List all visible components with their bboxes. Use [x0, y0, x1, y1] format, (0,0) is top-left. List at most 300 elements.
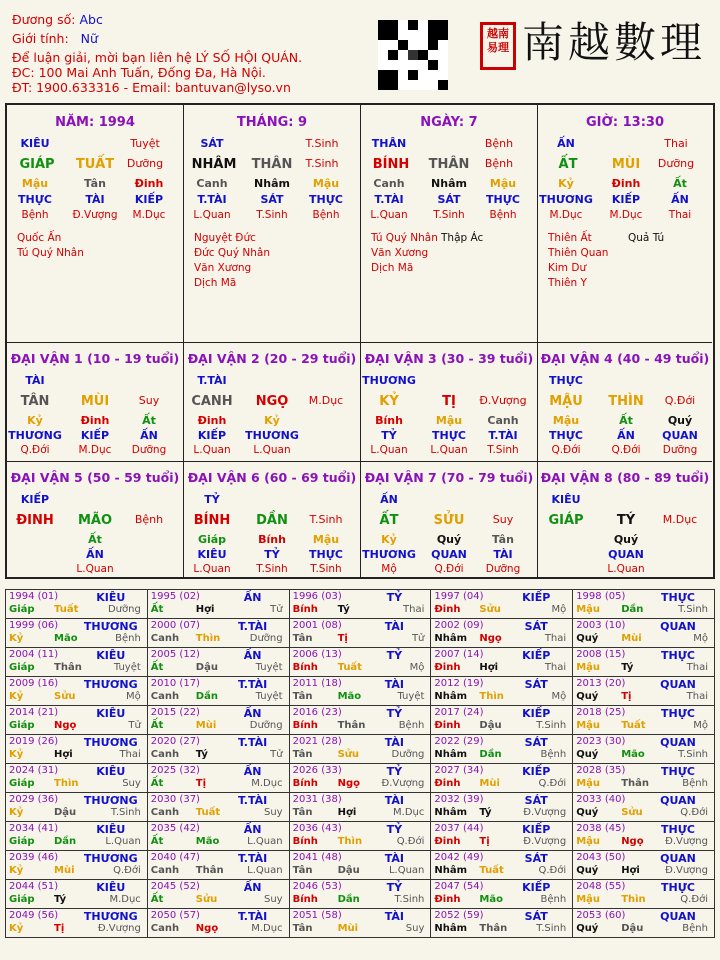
year-stem: Mậu [576, 604, 601, 615]
hidden-ten-god: KIẾP [134, 193, 164, 206]
year-row [6, 648, 715, 677]
luck-hidden-god: QUAN [431, 548, 467, 561]
year-stage: Suy [263, 894, 283, 905]
year-branch: Sửu [621, 807, 643, 818]
year-ten-god: KIẾP [522, 591, 551, 604]
year-stem: Tân [292, 633, 313, 644]
pillar-stage: T.Sinh [305, 137, 339, 150]
star-item: Văn Xương [371, 247, 429, 259]
year-label: 2006 (13) [292, 649, 342, 660]
year-branch: Dần [479, 749, 502, 760]
luck-hidden-stage: Q.Đới [434, 563, 464, 575]
year-stem: Kỷ [9, 691, 24, 702]
hidden-ten-god: THỰC [486, 193, 520, 206]
year-ten-god: SÁT [524, 736, 548, 749]
year-row [6, 735, 715, 764]
pillar-branch: THÂN [428, 157, 470, 172]
year-branch: Tý [337, 604, 350, 615]
luck-title: ĐẠI VẬN 3 (30 - 39 tuổi) [364, 351, 534, 366]
year-label: 2010 (17) [150, 678, 200, 689]
hidden-stem: Đinh [134, 177, 164, 190]
hidden-ten-god: TÀI [85, 193, 105, 206]
year-cell [431, 648, 573, 677]
year-label: 1999 (06) [9, 620, 59, 631]
year-label: 2015 (22) [150, 707, 200, 718]
year-cell [289, 851, 431, 880]
year-ten-god: T.TÀI [237, 620, 268, 633]
year-stage: L.Quan [388, 865, 425, 876]
year-label: 2053 (60) [576, 910, 626, 921]
star-item: Thiên Ất [548, 232, 592, 244]
luck-hidden-stage: Dưỡng [131, 444, 167, 456]
year-branch: Dần [621, 604, 644, 615]
hidden-stage: M.Dục [132, 209, 166, 221]
gender-line: Giới tính: Nữ [12, 31, 98, 46]
year-label: 2038 (45) [576, 823, 626, 834]
year-label: 2020 (27) [150, 736, 200, 747]
luck-hidden-stem: Ất [88, 533, 102, 546]
pillar-stage: Tuyệt [130, 137, 160, 150]
luck-title: ĐẠI VẬN 6 (60 - 69 tuổi) [187, 470, 357, 485]
year-label: 2049 (56) [9, 910, 59, 921]
hidden-stage: Bệnh [489, 209, 517, 221]
year-stem: Bính [292, 836, 318, 847]
year-stem: Canh [150, 633, 180, 644]
pillar-ten-god: KIÊU [20, 137, 50, 150]
year-ten-god: TÀI [384, 620, 405, 633]
year-branch: Dần [54, 836, 77, 847]
year-stem: Đinh [434, 662, 461, 673]
year-ten-god: SÁT [524, 794, 548, 807]
luck-cell [361, 343, 538, 462]
luck-cell [7, 343, 184, 462]
year-branch: Sửu [337, 749, 360, 760]
year-stage: Đ.Vượng [381, 778, 425, 789]
stars-list [548, 231, 608, 291]
year-branch: Dậu [54, 807, 77, 818]
luck-hidden-stage: L.Quan [193, 444, 231, 456]
year-stage: Mộ [409, 662, 425, 673]
year-cell [431, 822, 573, 851]
year-row [6, 590, 715, 619]
luck-branch: THÌN [608, 394, 644, 409]
year-stage: Bệnh [115, 633, 141, 644]
year-cell [573, 851, 715, 880]
luck-hidden-god: THỰC [309, 548, 343, 561]
year-stem: Nhâm [434, 633, 468, 644]
year-stage: Tử [128, 720, 141, 731]
year-label: 2002 (09) [434, 620, 484, 631]
year-stage: Q.Đới [538, 865, 567, 876]
stars-list [371, 231, 438, 276]
year-ten-god: THƯƠNG [83, 852, 138, 865]
luck-hidden-god: TỶ [264, 548, 280, 561]
year-stage: L.Quan [105, 836, 141, 847]
year-stage: Q.Đới [396, 836, 425, 847]
year-cell [431, 880, 573, 909]
year-stage: Dưỡng [107, 604, 141, 615]
luck-hidden-god: ẤN [86, 548, 104, 561]
year-ten-god: SÁT [524, 910, 548, 923]
year-label: 2025 (32) [150, 765, 200, 776]
luck-hidden-stage: L.Quan [253, 444, 291, 456]
luck-hidden-stage: Dưỡng [662, 444, 698, 456]
year-label: 2039 (46) [9, 852, 59, 863]
year-ten-god: TÀI [384, 736, 405, 749]
stars-list-2 [628, 231, 664, 246]
year-row [6, 909, 715, 938]
pillar-stem: BÍNH [372, 157, 410, 172]
luck-hidden-stage: Q.Đới [551, 444, 581, 456]
luck-hidden-stem: Mậu [552, 414, 580, 427]
year-stage: T.Sinh [394, 894, 425, 905]
year-cell [431, 851, 573, 880]
year-stage: Đ.Vượng [523, 836, 567, 847]
year-ten-god: TỶ [386, 765, 403, 778]
year-label: 2012 (19) [434, 678, 484, 689]
luck-hidden-stage: Dưỡng [485, 563, 521, 575]
hidden-ten-god: T.TÀI [374, 193, 404, 206]
year-branch: Tị [195, 778, 207, 789]
year-ten-god: THỰC [661, 881, 695, 894]
year-ten-god: SÁT [524, 620, 548, 633]
year-stem: Mậu [576, 836, 601, 847]
year-label: 2030 (37) [150, 794, 200, 805]
year-cell [289, 909, 431, 938]
hidden-ten-god: SÁT [437, 193, 461, 206]
luck-title: ĐẠI VẬN 1 (10 - 19 tuổi) [10, 351, 180, 366]
year-stem: Quý [576, 807, 599, 818]
year-ten-god: T.TÀI [237, 910, 268, 923]
star-item: Nguyệt Đức [194, 232, 256, 244]
year-label: 1997 (04) [434, 591, 484, 602]
year-cell [147, 851, 289, 880]
year-stem: Canh [150, 691, 180, 702]
year-stage: Mộ [551, 691, 567, 702]
year-cell [289, 677, 431, 706]
year-stem: Ất [150, 778, 164, 789]
year-stage: Q.Đới [538, 778, 567, 789]
hidden-stage: M.Dục [609, 209, 643, 221]
year-ten-god: QUAN [660, 910, 696, 923]
year-label: 2048 (55) [576, 881, 626, 892]
hidden-stage: M.Dục [549, 209, 583, 221]
year-ten-god: TÀI [384, 910, 405, 923]
year-ten-god: QUAN [660, 620, 696, 633]
year-stage: Tuyệt [113, 662, 141, 673]
year-stage: Đ.Vượng [665, 836, 708, 847]
luck-stage: Suy [138, 394, 160, 407]
year-ten-god: T.TÀI [237, 736, 268, 749]
year-row [6, 706, 715, 735]
hidden-stem: Canh [373, 177, 405, 190]
pillar-stem: GIÁP [19, 157, 55, 172]
hidden-ten-god: ẤN [671, 193, 689, 206]
year-branch: Tý [621, 662, 634, 673]
year-branch: Tý [479, 807, 492, 818]
year-stem: Đinh [434, 604, 461, 615]
year-stem: Đinh [434, 720, 461, 731]
year-stage: Thai [403, 604, 425, 615]
year-branch: Thìn [195, 633, 221, 644]
year-ten-god: ẤN [243, 823, 262, 836]
year-branch: Mùi [479, 778, 500, 789]
year-cell [289, 880, 431, 909]
luck-hidden-god: QUAN [608, 548, 644, 561]
year-ten-god: TÀI [384, 852, 405, 865]
luck-stem: GIÁP [548, 513, 584, 528]
year-stem: Kỷ [9, 749, 24, 760]
year-stage: Thai [544, 662, 567, 673]
year-label: 2001 (08) [292, 620, 342, 631]
year-ten-god: KIÊU [96, 765, 126, 778]
year-branch: Tị [479, 836, 490, 847]
year-stage: Thai [686, 662, 708, 673]
year-branch: Tuất [479, 865, 504, 876]
year-stage: M.Dục [251, 923, 283, 934]
luck-stage: Bệnh [134, 513, 164, 526]
luck-hidden-god: QUAN [662, 429, 698, 442]
hidden-stem: Tân [84, 177, 106, 190]
luck-hidden-stage: L.Quan [430, 444, 468, 456]
year-row [6, 677, 715, 706]
year-cell [6, 590, 148, 619]
year-label: 2013 (20) [576, 678, 626, 689]
luck-hidden-god: THỰC [432, 429, 466, 442]
year-ten-god: QUAN [660, 736, 696, 749]
luck-hidden-god: ẤN [617, 429, 635, 442]
year-cell [573, 822, 715, 851]
year-ten-god: TÀI [384, 678, 405, 691]
star-item: Quốc Ấn [17, 232, 62, 244]
year-stage: Mộ [551, 604, 567, 615]
pillar-title: GIỜ: 13:30 [586, 115, 664, 130]
year-label: 2032 (39) [434, 794, 484, 805]
luck-hidden-god: THỰC [549, 429, 583, 442]
luck-cell [184, 462, 361, 577]
luck-title: ĐẠI VẬN 2 (20 - 29 tuổi) [187, 351, 357, 366]
year-cell [6, 822, 148, 851]
pillar-title: NĂM: 1994 [55, 115, 135, 130]
year-stage: Bệnh [398, 720, 425, 731]
year-branch: Hợi [54, 749, 73, 760]
year-ten-god: T.TÀI [237, 678, 268, 691]
luck-branch: MÙI [80, 394, 110, 409]
year-branch: Sửu [195, 894, 218, 905]
luck-title: ĐẠI VẬN 8 (80 - 89 tuổi) [540, 470, 710, 485]
year-label: 2008 (15) [576, 649, 626, 660]
year-stem: Mậu [576, 662, 601, 673]
yearly-table [5, 589, 715, 938]
year-branch: Tý [195, 749, 208, 760]
star-item: Thiên Y [548, 277, 587, 289]
year-ten-god: TỶ [386, 823, 403, 836]
year-stem: Nhâm [434, 749, 468, 760]
luck-hidden-god: T.TÀI [488, 429, 518, 442]
pillar-branch: THÂN [251, 157, 293, 172]
year-ten-god: KIÊU [96, 881, 126, 894]
year-stem: Bính [292, 894, 318, 905]
year-stem: Tân [292, 691, 313, 702]
luck-stage: Q.Đới [664, 394, 696, 407]
luck-hidden-stage: Q.Đới [611, 444, 641, 456]
year-stem: Giáp [9, 604, 35, 615]
year-branch: Thìn [479, 691, 504, 702]
hidden-stem: Đinh [611, 177, 641, 190]
luck-hidden-stem: Kỷ [381, 533, 397, 546]
luck-ten-god: TÀI [25, 374, 45, 387]
year-stem: Ất [150, 662, 164, 673]
year-ten-god: THỰC [661, 591, 695, 604]
header [0, 0, 720, 100]
year-branch: Mão [337, 691, 362, 702]
year-branch: Tuất [195, 807, 221, 818]
star-item: Kim Dư [548, 262, 587, 274]
year-cell [289, 648, 431, 677]
luck-hidden-stage: L.Quan [193, 563, 231, 575]
year-ten-god: QUAN [660, 852, 696, 865]
year-cell [147, 706, 289, 735]
hidden-stage: Bệnh [21, 209, 49, 221]
pillar-stem: NHÂM [191, 157, 237, 172]
year-branch: Mùi [195, 720, 217, 731]
year-cell [6, 793, 148, 822]
year-stage: Bệnh [682, 923, 708, 934]
year-stem: Kỷ [9, 923, 24, 934]
year-branch: Tuất [337, 662, 362, 673]
year-branch: Dậu [621, 923, 644, 934]
year-row [6, 764, 715, 793]
year-label: 2027 (34) [434, 765, 484, 776]
year-label: 2040 (47) [150, 852, 200, 863]
year-label: 2000 (07) [150, 620, 200, 631]
luck-cell [184, 343, 361, 462]
year-ten-god: ẤN [243, 765, 262, 778]
year-stage: Bệnh [540, 749, 567, 760]
luck-hidden-stem: Bính [375, 414, 403, 427]
year-label: 2047 (54) [434, 881, 484, 892]
luck-hidden-stage: T.Sinh [487, 444, 519, 456]
year-label: 2004 (11) [9, 649, 59, 660]
year-stem: Đinh [434, 894, 461, 905]
luck-stage: Suy [492, 513, 514, 526]
year-label: 2007 (14) [434, 649, 484, 660]
year-label: 2034 (41) [9, 823, 59, 834]
year-branch: Ngọ [479, 633, 502, 644]
year-stem: Giáp [9, 720, 35, 731]
luck-hidden-god: THƯƠNG [8, 429, 62, 442]
year-cell [147, 590, 289, 619]
luck-hidden-stage: L.Quan [370, 444, 408, 456]
contact-line: Để luận giải, mời bạn liên hệ LÝ SỐ HỘI QUÁN. [12, 50, 303, 65]
year-ten-god: KIẾP [522, 765, 551, 778]
year-ten-god: THƯƠNG [83, 736, 138, 749]
year-stem: Ất [150, 836, 164, 847]
year-row [6, 880, 715, 909]
pillar-ten-god: SÁT [200, 137, 224, 150]
year-stem: Nhâm [434, 923, 468, 934]
hidden-stage: T.Sinh [256, 209, 288, 221]
year-stem: Ất [150, 604, 164, 615]
year-ten-god: KIÊU [96, 823, 126, 836]
luck-stage: M.Dục [662, 513, 698, 526]
year-stage: L.Quan [247, 836, 283, 847]
year-stem: Giáp [9, 662, 35, 673]
year-row [6, 851, 715, 880]
hidden-stage: Đ.Vượng [72, 209, 118, 221]
luck-ten-god: ẤN [380, 493, 398, 506]
year-stage: Q.Đới [113, 865, 141, 876]
year-branch: Mão [54, 633, 78, 644]
year-cell [289, 764, 431, 793]
year-ten-god: TỶ [386, 707, 403, 720]
year-branch: Thìn [337, 836, 363, 847]
year-stem: Đinh [434, 778, 461, 789]
phone-email-line: ĐT: 1900.633316 - Email: bantuvan@lyso.vn [12, 80, 291, 95]
year-branch: Ngọ [195, 923, 219, 934]
year-cell [147, 880, 289, 909]
year-branch: Mùi [54, 865, 75, 876]
year-stage: Thai [119, 749, 141, 760]
year-cell [147, 822, 289, 851]
year-cell [289, 793, 431, 822]
hidden-stage: L.Quan [370, 209, 408, 221]
luck-hidden-stage: L.Quan [76, 563, 114, 575]
year-ten-god: QUAN [660, 794, 696, 807]
hidden-stem: Kỷ [558, 177, 574, 190]
year-cell [573, 909, 715, 938]
year-label: 2003 (10) [576, 620, 626, 631]
year-branch: Dậu [337, 865, 360, 876]
year-cell [6, 735, 148, 764]
year-ten-god: THƯƠNG [83, 794, 138, 807]
star-item: Đức Quý Nhân [194, 247, 270, 259]
luck-hidden-god: THƯƠNG [362, 548, 416, 561]
year-stage: Thai [686, 691, 708, 702]
year-stage: Suy [405, 923, 425, 934]
year-stem: Đinh [434, 836, 461, 847]
year-stage: T.Sinh [678, 604, 708, 615]
luck-stem: TÂN [20, 394, 50, 409]
luck-ten-god: KIẾP [20, 493, 50, 506]
year-label: 2036 (43) [292, 823, 342, 834]
year-stem: Nhâm [434, 691, 468, 702]
logo: 南越數理 [522, 18, 707, 67]
luck-hidden-stage: Q.Đới [20, 444, 50, 456]
year-label: 2042 (49) [434, 852, 484, 863]
year-row [6, 619, 715, 648]
year-stem: Canh [150, 749, 180, 760]
year-ten-god: THƯƠNG [83, 678, 138, 691]
luck-hidden-stem: Ất [619, 414, 633, 427]
year-cell [431, 619, 573, 648]
year-label: 2029 (36) [9, 794, 59, 805]
star-item: Dịch Mã [371, 262, 414, 274]
year-cell [573, 793, 715, 822]
year-label: 2050 (57) [150, 910, 200, 921]
year-stage: M.Dục [251, 778, 283, 789]
pillar-ten-god: ẤN [557, 137, 575, 150]
luck-hidden-stem: Quý [667, 414, 693, 427]
luck-hidden-god: THƯƠNG [245, 429, 299, 442]
year-stage: Tuyệt [255, 691, 283, 702]
year-stem: Quý [576, 923, 599, 934]
luck-ten-god: TỶ [204, 493, 220, 506]
year-cell [147, 735, 289, 764]
luck-hidden-stem: Canh [487, 414, 519, 427]
year-cell [573, 590, 715, 619]
year-stage: Tuyệt [397, 691, 425, 702]
